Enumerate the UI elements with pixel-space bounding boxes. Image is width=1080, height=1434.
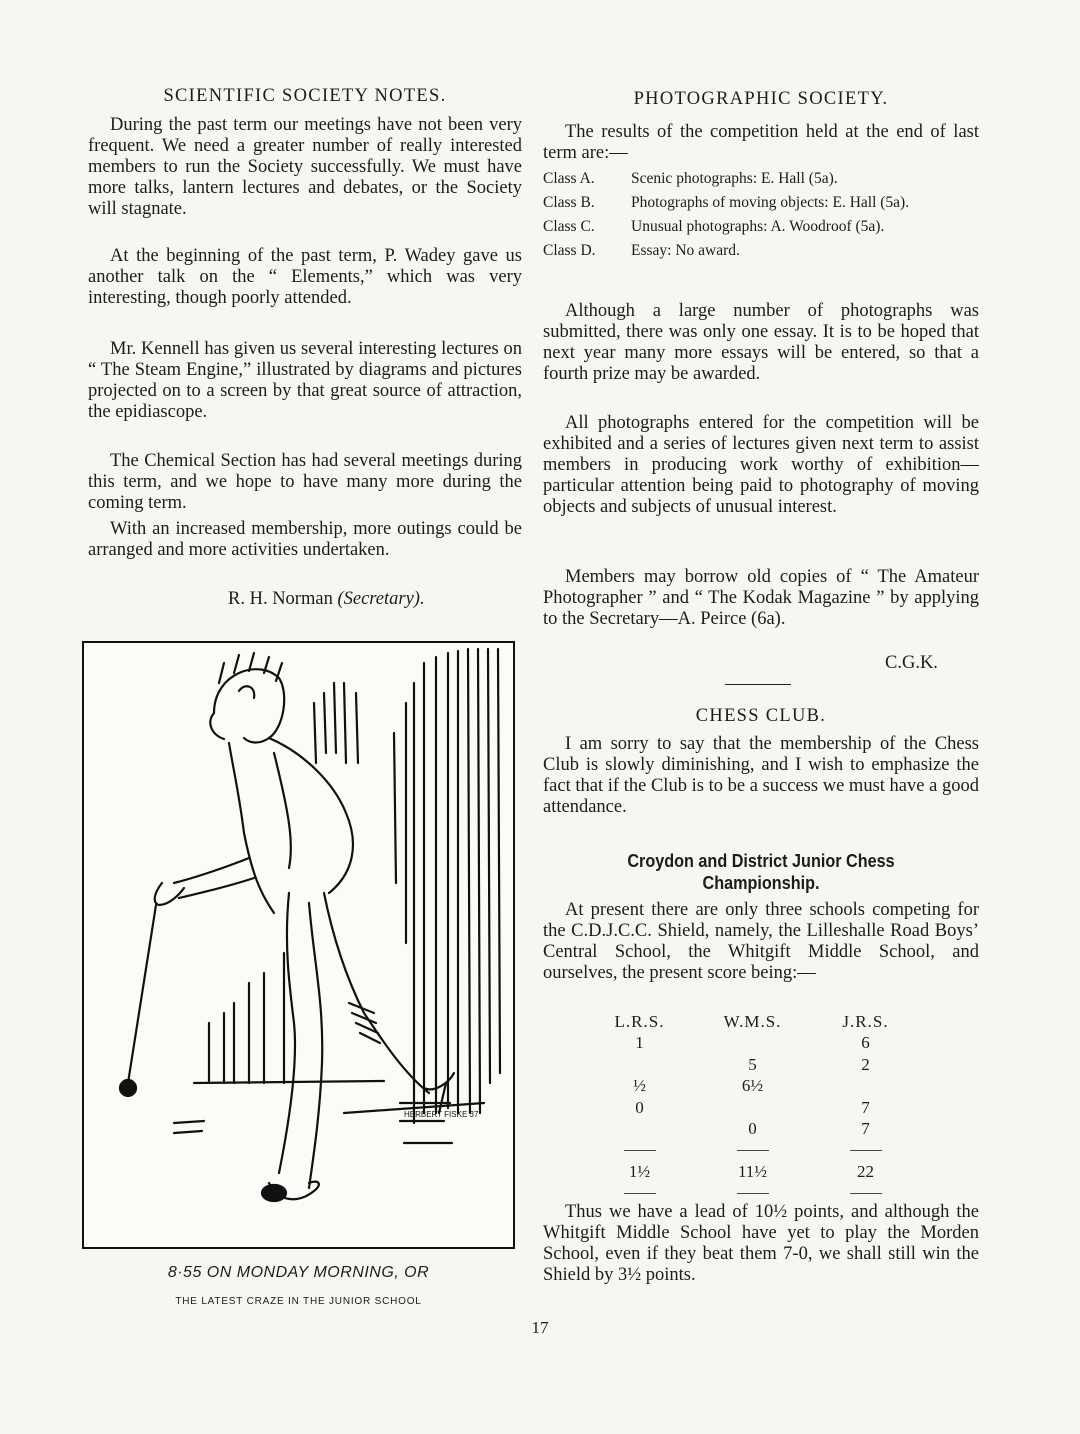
photo-paragraph-2: All photographs entered for the competition will be exhibited and a series of lectures given next term to assist members in producing work worthy of exhibition—particular attention being paid to photography of moving objects and subjects of unusual interest.: [543, 413, 979, 517]
class-key: Class A.: [543, 170, 595, 187]
class-value: Unusual photographs: A. Woodroof (5a).: [631, 218, 885, 235]
score-cell: 0: [748, 1119, 757, 1139]
class-key: Class C.: [543, 218, 595, 235]
class-key: Class D.: [543, 242, 596, 259]
scientific-paragraph-5: With an increased membership, more outings could be arranged and more activities undertaken.: [88, 519, 522, 560]
section-divider: [725, 684, 791, 685]
score-rule-row: [583, 1140, 953, 1162]
chess-closing: Thus we have a lead of 10½ points, and although the Whitgift Middle School have yet to play the Morden School, even if they beat them 7-0, we shall still win the Shield by 3½ points.: [543, 1202, 979, 1285]
scientific-paragraph-2: At the beginning of the past term, P. Wadey gave us another talk on the “ Elements,” which was very interesting, though poorly attended.: [88, 246, 522, 308]
score-rule: [583, 1150, 696, 1151]
scientific-paragraph-3: Mr. Kennell has given us several interesting lectures on “ The Steam Engine,” illustrated by diagrams and pictures projected on to a screen by that great source of attraction, the epidiascope.: [88, 339, 522, 422]
score-header: J.R.S.: [842, 1011, 889, 1031]
scientific-paragraph-4: The Chemical Section has had several meetings during this term, and we hope to have many more during the coming term.: [88, 451, 522, 513]
championship-heading: [565, 850, 957, 894]
score-rule: [583, 1193, 696, 1194]
class-value: Essay: No award.: [631, 242, 740, 259]
photo-paragraph-3: Members may borrow old copies of “ The Amateur Photographer ” and “ The Kodak Magazine ” by applying to the Secretary—A. Peirce (6a).: [543, 567, 979, 629]
score-row: [583, 1119, 953, 1141]
score-cell: 7: [861, 1097, 870, 1117]
artist-mark: HERBERT FISKE 37: [404, 1110, 479, 1119]
scientific-paragraph-1: During the past term our meetings have not been very frequent. We need a greater number of really interested members to run the Society successfully. We must have more talks, lantern lectures and debates, or the Society will stagnate.: [88, 115, 522, 219]
score-total: 22: [857, 1162, 874, 1182]
score-cell: 6½: [741, 1076, 764, 1096]
scientific-society-title: SCIENTIFIC SOCIETY NOTES.: [163, 86, 447, 106]
page-number: 17: [531, 1318, 549, 1337]
score-row: [583, 1076, 953, 1098]
score-header-row: [583, 1011, 953, 1033]
class-result-row: [543, 194, 979, 212]
class-result-row: [543, 218, 979, 236]
score-cell: 6: [861, 1033, 870, 1053]
score-row: [583, 1033, 953, 1055]
photo-signature: C.G.K.: [885, 653, 938, 673]
championship-heading-line2: Championship.: [702, 873, 820, 893]
score-rule: [696, 1150, 809, 1151]
cartoon-caption-line2: THE LATEST CRAZE IN THE JUNIOR SCHOOL: [175, 1296, 422, 1307]
score-cell: 2: [861, 1054, 870, 1074]
score-total: 11½: [737, 1162, 768, 1182]
signature-name: R. H. Norman: [228, 589, 333, 609]
score-cell: 7: [861, 1119, 870, 1139]
championship-text: At present there are only three schools competing for the C.D.J.C.C. Shield, namely, the Lilleshalle Road Boys’ Central School, the Whitgift Middle School, and ourselves, the present score being:—: [543, 900, 979, 983]
score-rule: [809, 1193, 922, 1194]
score-rule: [809, 1150, 922, 1151]
chess-intro: I am sorry to say that the membership of the Chess Club is slowly diminishing, and I wish to emphasize the fact that if the Club is to be a success we must have a good attendance.: [543, 734, 979, 817]
score-header: L.R.S.: [614, 1011, 665, 1031]
cartoon-caption-line1: 8·55 ON MONDAY MORNING, OR: [167, 1264, 430, 1281]
score-row: [583, 1097, 953, 1119]
class-value: Photographs of moving objects: E. Hall (5a).: [631, 194, 910, 211]
class-value: Scenic photographs: E. Hall (5a).: [631, 170, 838, 187]
score-header: W.M.S.: [723, 1011, 782, 1031]
score-row: [583, 1054, 953, 1076]
cartoon-drawing: [84, 643, 513, 1247]
championship-heading-line1: Croydon and District Junior Chess: [627, 851, 895, 871]
chess-club-title: CHESS CLUB.: [695, 706, 827, 726]
score-cell: 5: [748, 1054, 757, 1074]
photo-paragraph-1: Although a large number of photographs was submitted, there was only one essay. It is to be hoped that next year many more essays will be entered, so that a fourth prize may be awarded.: [543, 301, 979, 384]
score-cell: ½: [633, 1076, 646, 1096]
score-rule: [696, 1193, 809, 1194]
score-cell: 1: [635, 1033, 644, 1053]
photo-intro: The results of the competition held at the end of last term are:—: [543, 122, 979, 163]
class-result-row: [543, 170, 979, 188]
scientific-signature: [228, 589, 425, 610]
class-key: Class B.: [543, 194, 595, 211]
score-cell: 0: [635, 1097, 644, 1117]
score-total-row: [583, 1162, 953, 1184]
score-table: [583, 1011, 953, 1205]
class-result-row: [543, 242, 979, 260]
score-total: 1½: [628, 1162, 651, 1182]
signature-role: (Secretary).: [337, 589, 425, 609]
photographic-society-title: PHOTOGRAPHIC SOCIETY.: [633, 89, 889, 109]
cartoon-illustration: [82, 641, 515, 1249]
photo-class-results: [543, 170, 979, 266]
